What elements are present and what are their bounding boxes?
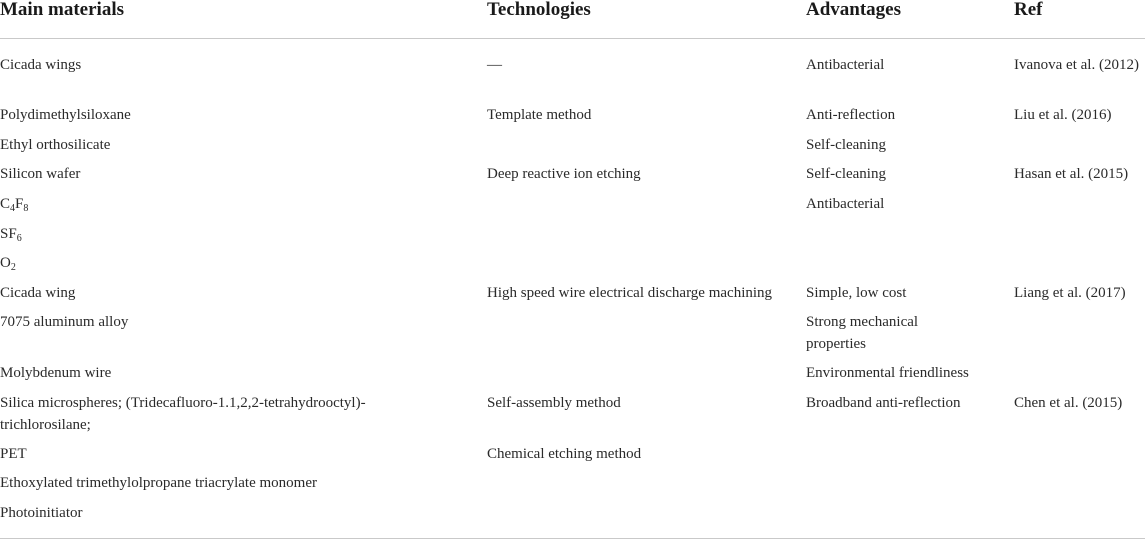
cell-advantage: Self-cleaning (806, 166, 886, 182)
cell-advantage: Anti-reflection (806, 107, 896, 123)
cell-material-formula-o2: $O_2$ (0, 255, 16, 273)
cell-technology: Self-assembly method (487, 395, 621, 411)
header-advantages: Advantages (806, 0, 902, 20)
cell-material-formula-sf6: $SF_6$ (0, 226, 22, 244)
cell-advantage: Environmental friendliness (806, 365, 969, 381)
cell-advantage: Antibacterial (806, 57, 885, 73)
cell-material: Silicon wafer (0, 166, 81, 182)
cell-ref: Ivanova et al. (2012) (1014, 57, 1139, 73)
cell-ref: Hasan et al. (2015) (1014, 166, 1129, 182)
cell-ref: Liu et al. (2016) (1014, 107, 1112, 123)
cell-material: Ethyl orthosilicate (0, 137, 111, 153)
cell-technology: Chemical etching method (487, 446, 642, 462)
cell-technology: Deep reactive ion etching (487, 166, 641, 182)
cell-material: PET (0, 446, 27, 462)
cell-material: Cicada wing (0, 285, 76, 301)
cell-material: Ethoxylated trimethylolpropane triacrylate monomer (0, 475, 317, 491)
cell-technology: High speed wire electrical discharge machining (487, 285, 773, 301)
cell-ref: Chen et al. (2015) (1014, 395, 1123, 411)
header-main-materials: Main materials (0, 0, 125, 20)
table-header (0, 0, 1145, 39)
cell-advantage: Antibacterial (806, 196, 885, 212)
cell-material: Photoinitiator (0, 505, 83, 521)
cell-advantage: Self-cleaning (806, 137, 886, 153)
cell-advantage: Simple, low cost (806, 285, 907, 301)
cell-technology: — (487, 57, 502, 73)
cell-material: Polydimethylsiloxane (0, 107, 131, 123)
cell-technology: Template method (487, 107, 592, 123)
header-ref: Ref (1014, 0, 1043, 20)
cell-material: Silica microspheres; (Tridecafluoro-1.1,2,2-tetrahydrooctyl)-trichlorosilane; (0, 395, 366, 433)
cell-material: Molybdenum wire (0, 365, 112, 381)
cell-advantage: Broadband anti-reflection (806, 395, 961, 411)
header-technologies: Technologies (487, 0, 591, 20)
cell-material: 7075 aluminum alloy (0, 314, 129, 330)
cell-material-formula-c4f8: $C_4F_8$ (0, 196, 29, 214)
cell-advantage: Strong mechanical properties (806, 314, 919, 352)
cell-material: Cicada wings (0, 57, 82, 73)
cell-ref: Liang et al. (2017) (1014, 285, 1126, 301)
